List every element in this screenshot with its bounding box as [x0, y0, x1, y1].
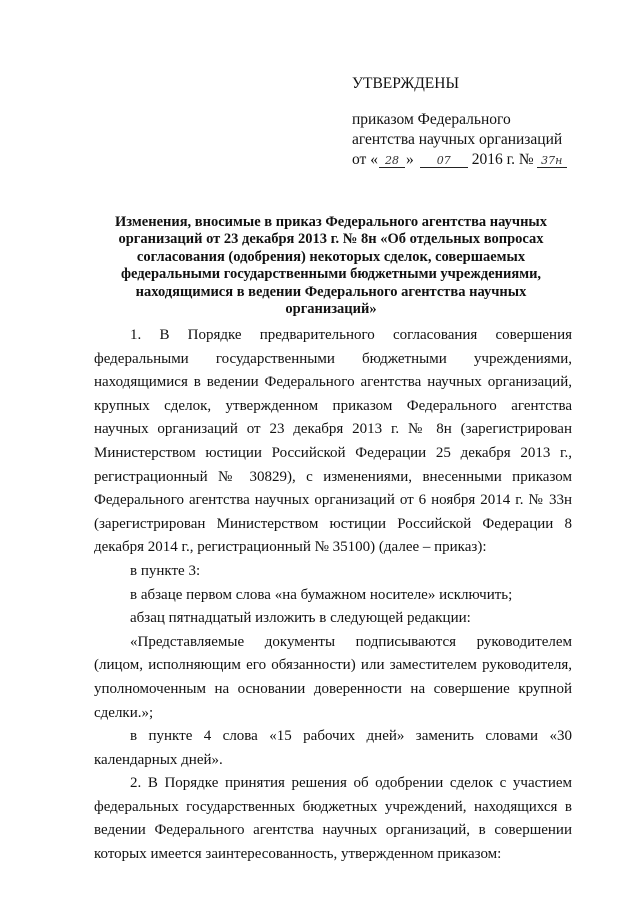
approval-title: УТВЕРЖДЕНЫ	[352, 75, 459, 92]
approval-line-2: агентства научных организаций	[352, 131, 563, 148]
paragraph-4: абзац пятнадцатый изложить в следующей редакции:	[130, 610, 471, 627]
date-year-text: 2016 г. №	[471, 151, 534, 168]
paragraph-2: в пункте 3:	[130, 562, 201, 579]
document-heading: Изменения, вносимые в приказ Федерального агентства научных организаций от 23 декабря 2013 г. № 8н «Об отдельных вопросах согласования (одобрения) некоторых сделок, совершаемых федеральными государственными бюджетными учреждениями, находящимися в ведении Федерального агентства научных организаций»	[115, 214, 547, 318]
paragraph-5: «Представляемые документы подписываются руководителем (лицом, исполняющим его обязанности) или заместителем руководителя, уполномоченным на основании доверенности на совершение крупной сделки.»;	[94, 633, 572, 721]
document-body	[94, 324, 572, 867]
approval-line-1: приказом Федерального	[352, 111, 511, 128]
order-date-line	[352, 150, 622, 170]
handwritten-day: 28	[379, 155, 405, 168]
date-quote-close: »	[405, 151, 414, 168]
handwritten-month: 07	[420, 155, 468, 168]
paragraph-6: в пункте 4 слова «15 рабочих дней» заменить словами «30 календарных дней».	[94, 728, 572, 768]
date-prefix: от «	[352, 151, 378, 168]
paragraph-3: в абзаце первом слова «на бумажном носителе» исключить;	[130, 586, 513, 603]
approval-block	[352, 74, 622, 170]
handwritten-order-number: 37н	[537, 155, 567, 168]
paragraph-7: 2. В Порядке принятия решения об одобрении сделок с участием федеральных государственных бюджетных учреждений, находящихся в ведении Федерального агентства научных организаций, в совершении которых имеется заинтересованность, утвержденном приказом:	[94, 775, 572, 863]
paragraph-1: 1. В Порядке предварительного согласования совершения федеральными государственными бюджетными учреждениями, находящимися в ведении Федерального агентства научных организаций, крупных сделок, утвержденном приказом Федерального агентства научных организаций от 23 декабря 2013 г. № 8н (зарегистрирован Министерством юстиции Российской Федерации 25 декабря 2013 г., регистрационный № 30829), с изменениями, внесенными приказом Федерального агентства научных организаций от 6 ноября 2014 г. № 33н (зарегистрирован Министерством юстиции Российской Федерации 8 декабря 2014 г., регистрационный № 35100) (далее – приказ):	[94, 327, 572, 556]
